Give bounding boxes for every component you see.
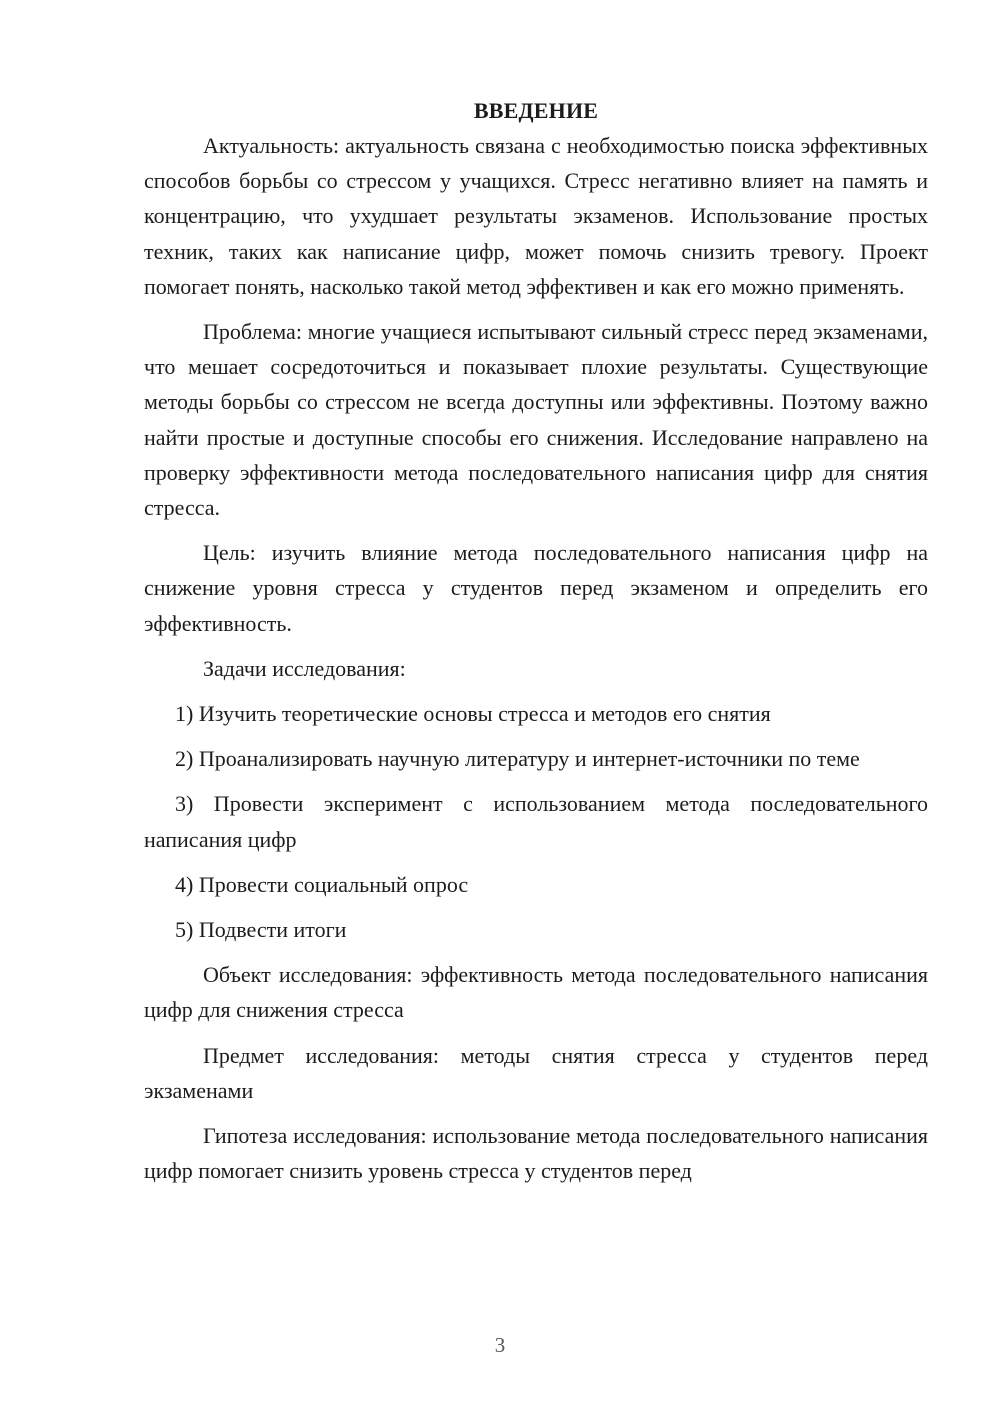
paragraph-relevance: Актуальность: актуальность связана с необходимостью поиска эффективных способов борьбы со стрессом у учащихся. Стресс негативно влияет на память и концентрацию, что ухудшает результаты экзаменов. Использование простых техник, таких как написание цифр, может помочь снизить тревогу. Проект помогает понять, насколько такой метод эффективен и как его можно применять. — [144, 133, 928, 299]
task-item: 2) Проанализировать научную литературу и интернет-источники по теме — [175, 746, 860, 772]
paragraph-object: Объект исследования: эффективность метода последовательного написания цифр для снижения стресса — [144, 962, 928, 1023]
page-number: 3 — [494, 1333, 506, 1357]
task-item: 1) Изучить теоретические основы стресса и методов его снятия — [175, 701, 771, 727]
tasks-heading: Задачи исследования: — [203, 655, 406, 681]
tasks-list — [144, 696, 928, 947]
task-item: 3) Провести эксперимент с использованием метода последовательного написания цифр — [144, 791, 928, 852]
paragraph-problem: Проблема: многие учащиеся испытывают сильный стресс перед экзаменами, что мешает сосредоточиться и показывает плохие результаты. Существующие методы борьбы со стрессом не всегда доступны или эффективны. Поэтому важно найти простые и доступные способы его снижения. Исследование направлено на проверку эффективности метода последовательного написания цифр для снятия стресса. — [144, 319, 928, 521]
paragraph-hypothesis: Гипотеза исследования: использование метода последовательного написания цифр помогает снизить уровень стресса у студентов перед — [144, 1123, 928, 1184]
section-title: ВВЕДЕНИЕ — [473, 98, 599, 123]
paragraph-goal: Цель: изучить влияние метода последовательного написания цифр на снижение уровня стресса у студентов перед экзаменом и определить его эффективность. — [144, 540, 928, 636]
paragraph-subject: Предмет исследования: методы снятия стресса у студентов перед экзаменами — [144, 1042, 928, 1103]
document-page — [144, 96, 928, 1198]
task-item: 5) Подвести итоги — [175, 917, 347, 943]
task-item: 4) Провести социальный опрос — [175, 871, 469, 897]
